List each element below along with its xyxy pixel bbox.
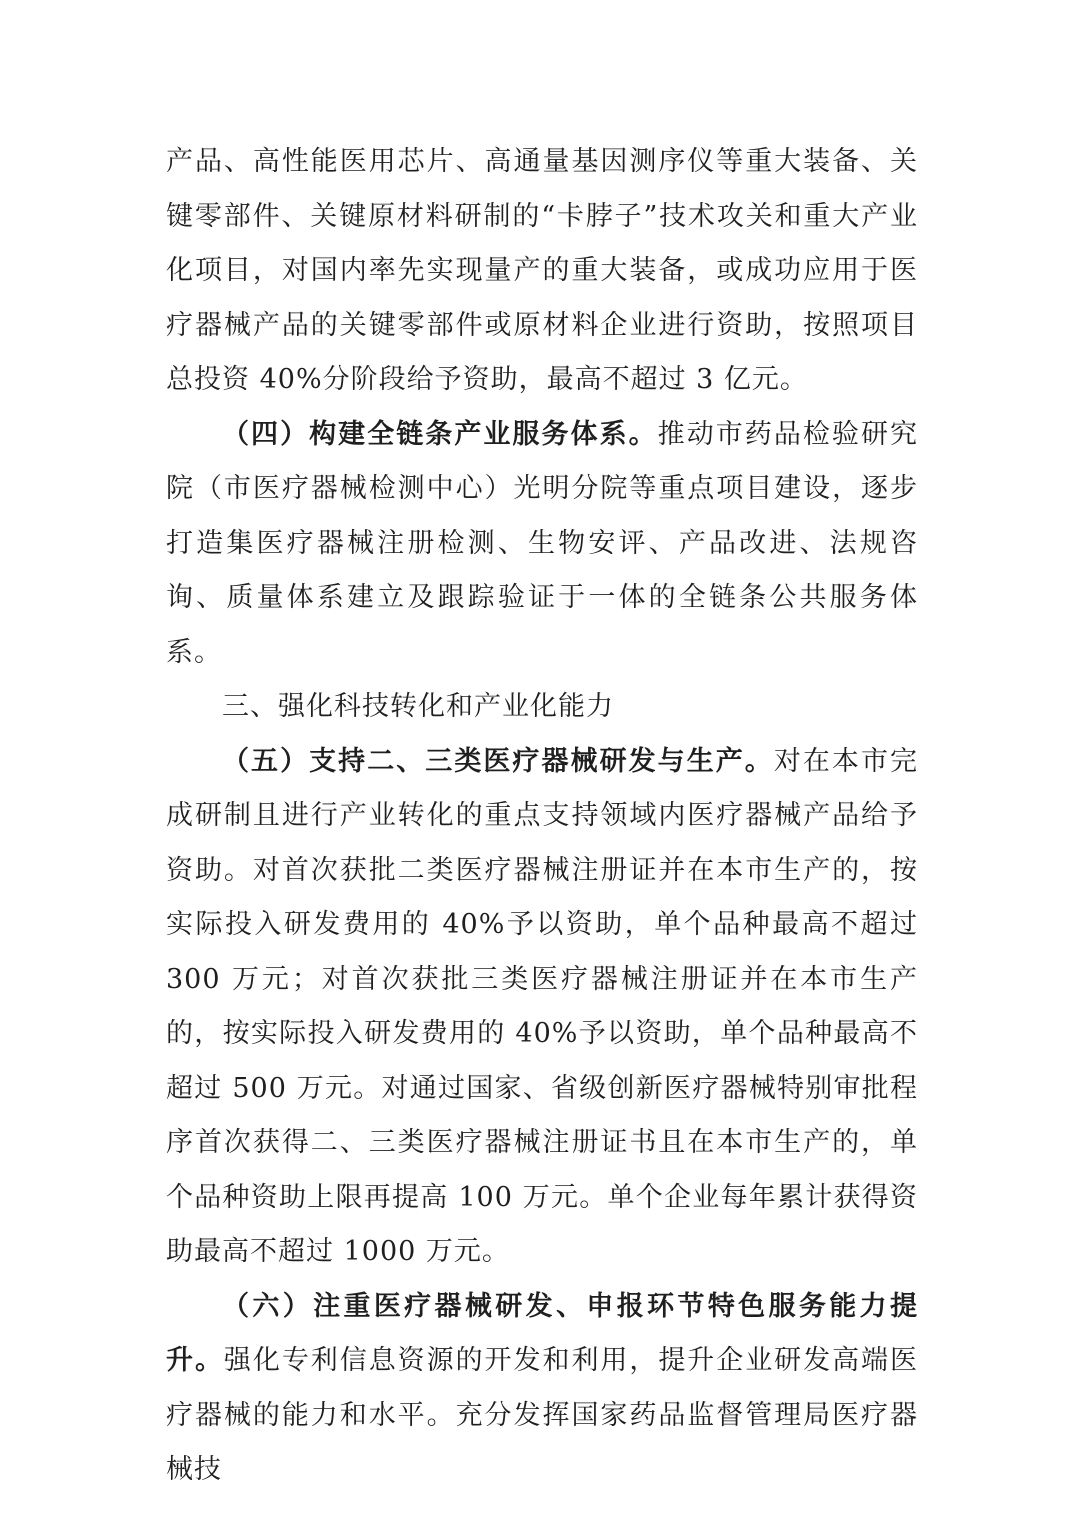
section-3-heading: 三、强化科技转化和产业化能力 xyxy=(222,691,614,722)
section-5-body: 对在本市完成研制且进行产业转化的重点支持领域内医疗器械产品给予资助。对首次获批二类医疗器械注册证并在本市生产的，按实际投入研发费用的 40%予以资助，单个品种最高不超过 300 万元；对首次获批三类医疗器械注册证并在本市生产的，按实际投入研发费用的 40%予以资助，单个品种最高不超过 500 万元。对通过国家、省级创新医疗器械特别审批程序首次获得二、三类医疗器械注册证书且在本市生产的，单个品种资助上限再提高 100 万元。单个企业每年累计获得资助最高不超过 1000 万元。 xyxy=(166,745,919,1267)
section-5-title: （五）支持二、三类医疗器械研发与生产。 xyxy=(222,745,774,777)
section-4-body: 推动市药品检验研究院（市医疗器械检测中心）光明分院等重点项目建设，逐步打造集医疗器械注册检测、生物安评、产品改进、法规咨询、质量体系建立及跟踪验证于一体的全链条公共服务体系。 xyxy=(166,418,919,668)
document-page xyxy=(166,135,918,1498)
paragraph-section-4 xyxy=(166,408,918,681)
paragraph-section-6 xyxy=(166,1280,918,1498)
paragraph-continued: 产品、高性能医用芯片、高通量基因测序仪等重大装备、关键零部件、关键原材料研制的“卡脖子”技术攻关和重大产业化项目，对国内率先实现量产的重大装备，或成功应用于医疗器械产品的关键零部件或原材料企业进行资助，按照项目总投资 40%分阶段给予资助，最高不超过 3 亿元。 xyxy=(166,146,918,395)
section-4-title: （四）构建全链条产业服务体系。 xyxy=(222,418,658,450)
section-6-title: （六）注重医疗器械研发、申报环节特色服务能力提升。 xyxy=(166,1290,918,1376)
paragraph-section-5 xyxy=(166,735,918,1280)
section-6-body: 强化专利信息资源的开发和利用，提升企业研发高端医疗器械的能力和水平。充分发挥国家药品监督管理局医疗器械技 xyxy=(166,1345,919,1485)
